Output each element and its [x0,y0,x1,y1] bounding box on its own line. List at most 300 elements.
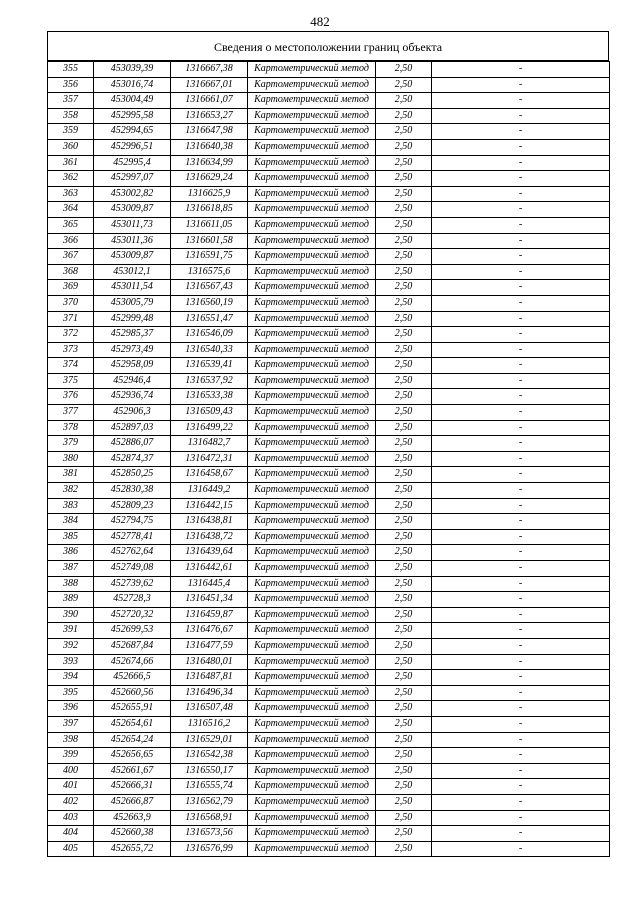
cell-point-number: 357 [48,93,94,109]
cell-y-coordinate: 1316576,99 [171,841,248,857]
cell-y-coordinate: 1316533,38 [171,389,248,405]
table-row [48,62,610,78]
cell-method: Картометрический метод [248,716,376,732]
cell-point-number: 403 [48,810,94,826]
cell-description: - [432,62,610,78]
cell-description: - [432,576,610,592]
cell-accuracy: 2,50 [376,217,432,233]
cell-y-coordinate: 1316555,74 [171,779,248,795]
cell-y-coordinate: 1316449,2 [171,483,248,499]
cell-x-coordinate: 452999,48 [94,311,171,327]
table-row [48,311,610,327]
cell-method: Картометрический метод [248,171,376,187]
cell-accuracy: 2,50 [376,498,432,514]
cell-method: Картометрический метод [248,529,376,545]
cell-point-number: 356 [48,77,94,93]
cell-method: Картометрический метод [248,124,376,140]
cell-description: - [432,217,610,233]
cell-accuracy: 2,50 [376,545,432,561]
cell-x-coordinate: 452946,4 [94,373,171,389]
table-row [48,763,610,779]
table-row [48,373,610,389]
cell-x-coordinate: 452720,32 [94,607,171,623]
cell-point-number: 373 [48,342,94,358]
cell-description: - [432,826,610,842]
cell-point-number: 398 [48,732,94,748]
cell-accuracy: 2,50 [376,763,432,779]
cell-x-coordinate: 453011,36 [94,233,171,249]
cell-point-number: 381 [48,467,94,483]
cell-method: Картометрический метод [248,295,376,311]
cell-accuracy: 2,50 [376,311,432,327]
cell-description: - [432,529,610,545]
cell-point-number: 388 [48,576,94,592]
cell-point-number: 360 [48,139,94,155]
table-row [48,171,610,187]
cell-x-coordinate: 452897,03 [94,420,171,436]
cell-y-coordinate: 1316487,81 [171,670,248,686]
cell-y-coordinate: 1316573,56 [171,826,248,842]
cell-y-coordinate: 1316611,05 [171,217,248,233]
cell-point-number: 359 [48,124,94,140]
cell-x-coordinate: 452995,4 [94,155,171,171]
table-row [48,420,610,436]
table-row [48,139,610,155]
cell-accuracy: 2,50 [376,810,432,826]
cell-x-coordinate: 452663,9 [94,810,171,826]
cell-accuracy: 2,50 [376,280,432,296]
cell-accuracy: 2,50 [376,171,432,187]
cell-method: Картометрический метод [248,186,376,202]
table-row [48,841,610,857]
cell-description: - [432,389,610,405]
cell-method: Картометрический метод [248,327,376,343]
cell-method: Картометрический метод [248,623,376,639]
cell-point-number: 390 [48,607,94,623]
cell-x-coordinate: 453009,87 [94,202,171,218]
cell-point-number: 385 [48,529,94,545]
cell-accuracy: 2,50 [376,93,432,109]
table-row [48,280,610,296]
cell-x-coordinate: 452778,41 [94,529,171,545]
cell-description: - [432,108,610,124]
cell-x-coordinate: 452906,3 [94,405,171,421]
cell-description: - [432,498,610,514]
cell-method: Картометрический метод [248,607,376,623]
cell-y-coordinate: 1316661,07 [171,93,248,109]
cell-method: Картометрический метод [248,826,376,842]
coordinates-table [47,61,610,857]
cell-description: - [432,467,610,483]
cell-y-coordinate: 1316509,43 [171,405,248,421]
cell-method: Картометрический метод [248,389,376,405]
cell-x-coordinate: 452936,74 [94,389,171,405]
cell-y-coordinate: 1316575,6 [171,264,248,280]
cell-point-number: 386 [48,545,94,561]
cell-description: - [432,124,610,140]
cell-description: - [432,685,610,701]
cell-accuracy: 2,50 [376,202,432,218]
cell-method: Картометрический метод [248,467,376,483]
table-row [48,249,610,265]
cell-point-number: 361 [48,155,94,171]
cell-y-coordinate: 1316516,2 [171,716,248,732]
cell-description: - [432,171,610,187]
table-row [48,826,610,842]
cell-point-number: 383 [48,498,94,514]
cell-description: - [432,514,610,530]
cell-y-coordinate: 1316529,01 [171,732,248,748]
cell-x-coordinate: 452687,84 [94,638,171,654]
cell-point-number: 375 [48,373,94,389]
table-row [48,638,610,654]
cell-method: Картометрический метод [248,810,376,826]
table-row [48,732,610,748]
cell-accuracy: 2,50 [376,841,432,857]
cell-y-coordinate: 1316625,9 [171,186,248,202]
cell-point-number: 400 [48,763,94,779]
cell-x-coordinate: 452994,65 [94,124,171,140]
table-row [48,779,610,795]
cell-x-coordinate: 452997,07 [94,171,171,187]
cell-method: Картометрический метод [248,483,376,499]
cell-accuracy: 2,50 [376,264,432,280]
table-row [48,545,610,561]
cell-y-coordinate: 1316499,22 [171,420,248,436]
cell-method: Картометрический метод [248,342,376,358]
cell-method: Картометрический метод [248,561,376,577]
cell-method: Картометрический метод [248,217,376,233]
cell-y-coordinate: 1316634,99 [171,155,248,171]
table-row [48,748,610,764]
table-row [48,670,610,686]
cell-description: - [432,436,610,452]
table-row [48,514,610,530]
cell-point-number: 401 [48,779,94,795]
cell-x-coordinate: 452739,62 [94,576,171,592]
cell-description: - [432,420,610,436]
cell-method: Картометрический метод [248,108,376,124]
cell-description: - [432,748,610,764]
coordinates-sheet [47,31,609,857]
cell-point-number: 399 [48,748,94,764]
cell-x-coordinate: 452699,53 [94,623,171,639]
table-row [48,186,610,202]
table-row [48,202,610,218]
table-row [48,155,610,171]
cell-y-coordinate: 1316551,47 [171,311,248,327]
table-row [48,77,610,93]
cell-method: Картометрический метод [248,249,376,265]
cell-description: - [432,654,610,670]
cell-y-coordinate: 1316542,38 [171,748,248,764]
cell-point-number: 382 [48,483,94,499]
cell-method: Картометрический метод [248,233,376,249]
cell-point-number: 402 [48,794,94,810]
cell-point-number: 384 [48,514,94,530]
cell-x-coordinate: 452655,72 [94,841,171,857]
cell-accuracy: 2,50 [376,295,432,311]
cell-y-coordinate: 1316451,34 [171,592,248,608]
cell-accuracy: 2,50 [376,358,432,374]
cell-method: Картометрический метод [248,685,376,701]
cell-accuracy: 2,50 [376,748,432,764]
cell-accuracy: 2,50 [376,654,432,670]
cell-method: Картометрический метод [248,155,376,171]
table-row [48,217,610,233]
cell-x-coordinate: 453039,39 [94,62,171,78]
cell-method: Картометрический метод [248,794,376,810]
cell-method: Картометрический метод [248,841,376,857]
cell-x-coordinate: 453016,74 [94,77,171,93]
cell-accuracy: 2,50 [376,592,432,608]
cell-point-number: 368 [48,264,94,280]
cell-method: Картометрический метод [248,77,376,93]
cell-y-coordinate: 1316647,98 [171,124,248,140]
cell-x-coordinate: 453012,1 [94,264,171,280]
cell-description: - [432,841,610,857]
cell-description: - [432,561,610,577]
table-row [48,561,610,577]
cell-y-coordinate: 1316653,27 [171,108,248,124]
cell-y-coordinate: 1316537,92 [171,373,248,389]
cell-y-coordinate: 1316591,75 [171,249,248,265]
cell-method: Картометрический метод [248,779,376,795]
cell-y-coordinate: 1316560,19 [171,295,248,311]
cell-x-coordinate: 453011,73 [94,217,171,233]
cell-point-number: 387 [48,561,94,577]
cell-description: - [432,483,610,499]
cell-point-number: 405 [48,841,94,857]
table-row [48,607,610,623]
cell-accuracy: 2,50 [376,514,432,530]
cell-method: Картометрический метод [248,748,376,764]
cell-method: Картометрический метод [248,451,376,467]
cell-point-number: 393 [48,654,94,670]
cell-y-coordinate: 1316472,31 [171,451,248,467]
cell-accuracy: 2,50 [376,685,432,701]
table-title: Сведения о местоположении границ объекта [47,31,609,61]
cell-accuracy: 2,50 [376,607,432,623]
cell-accuracy: 2,50 [376,576,432,592]
cell-point-number: 362 [48,171,94,187]
cell-description: - [432,93,610,109]
cell-x-coordinate: 452794,75 [94,514,171,530]
cell-method: Картометрический метод [248,763,376,779]
cell-y-coordinate: 1316480,01 [171,654,248,670]
cell-x-coordinate: 452973,49 [94,342,171,358]
table-row [48,327,610,343]
cell-accuracy: 2,50 [376,826,432,842]
cell-point-number: 355 [48,62,94,78]
cell-description: - [432,779,610,795]
cell-x-coordinate: 453005,79 [94,295,171,311]
cell-x-coordinate: 452762,64 [94,545,171,561]
table-row [48,264,610,280]
cell-y-coordinate: 1316507,48 [171,701,248,717]
cell-description: - [432,623,610,639]
cell-accuracy: 2,50 [376,373,432,389]
cell-x-coordinate: 452809,23 [94,498,171,514]
cell-x-coordinate: 452656,65 [94,748,171,764]
cell-point-number: 371 [48,311,94,327]
table-row [48,576,610,592]
table-row [48,794,610,810]
cell-point-number: 366 [48,233,94,249]
cell-description: - [432,342,610,358]
cell-y-coordinate: 1316476,67 [171,623,248,639]
cell-method: Картометрический метод [248,514,376,530]
cell-x-coordinate: 452674,66 [94,654,171,670]
cell-x-coordinate: 452958,09 [94,358,171,374]
cell-x-coordinate: 453004,49 [94,93,171,109]
cell-x-coordinate: 453009,87 [94,249,171,265]
cell-accuracy: 2,50 [376,561,432,577]
cell-method: Картометрический метод [248,654,376,670]
cell-description: - [432,592,610,608]
cell-x-coordinate: 452666,5 [94,670,171,686]
table-row [48,124,610,140]
cell-y-coordinate: 1316546,09 [171,327,248,343]
table-row [48,436,610,452]
cell-x-coordinate: 452655,91 [94,701,171,717]
cell-method: Картометрический метод [248,498,376,514]
cell-accuracy: 2,50 [376,155,432,171]
cell-method: Картометрический метод [248,545,376,561]
cell-point-number: 372 [48,327,94,343]
table-row [48,592,610,608]
cell-description: - [432,810,610,826]
cell-y-coordinate: 1316618,85 [171,202,248,218]
cell-point-number: 404 [48,826,94,842]
cell-description: - [432,763,610,779]
table-body [48,62,610,857]
cell-accuracy: 2,50 [376,732,432,748]
cell-point-number: 391 [48,623,94,639]
cell-method: Картометрический метод [248,436,376,452]
cell-point-number: 378 [48,420,94,436]
table-row [48,483,610,499]
cell-point-number: 363 [48,186,94,202]
cell-accuracy: 2,50 [376,186,432,202]
cell-y-coordinate: 1316562,79 [171,794,248,810]
cell-description: - [432,545,610,561]
table-row [48,405,610,421]
cell-accuracy: 2,50 [376,779,432,795]
cell-point-number: 395 [48,685,94,701]
cell-accuracy: 2,50 [376,420,432,436]
cell-y-coordinate: 1316567,43 [171,280,248,296]
cell-accuracy: 2,50 [376,62,432,78]
cell-accuracy: 2,50 [376,483,432,499]
cell-description: - [432,701,610,717]
cell-description: - [432,451,610,467]
cell-point-number: 367 [48,249,94,265]
cell-description: - [432,202,610,218]
cell-description: - [432,77,610,93]
cell-description: - [432,607,610,623]
cell-x-coordinate: 452995,58 [94,108,171,124]
cell-point-number: 370 [48,295,94,311]
table-row [48,701,610,717]
cell-point-number: 374 [48,358,94,374]
cell-accuracy: 2,50 [376,327,432,343]
cell-accuracy: 2,50 [376,623,432,639]
table-row [48,295,610,311]
cell-method: Картометрический метод [248,139,376,155]
cell-method: Картометрический метод [248,732,376,748]
cell-accuracy: 2,50 [376,342,432,358]
cell-method: Картометрический метод [248,701,376,717]
cell-description: - [432,264,610,280]
cell-description: - [432,716,610,732]
cell-y-coordinate: 1316550,17 [171,763,248,779]
table-row [48,233,610,249]
cell-y-coordinate: 1316438,72 [171,529,248,545]
cell-accuracy: 2,50 [376,716,432,732]
cell-accuracy: 2,50 [376,670,432,686]
cell-accuracy: 2,50 [376,249,432,265]
cell-description: - [432,155,610,171]
cell-point-number: 358 [48,108,94,124]
cell-description: - [432,280,610,296]
cell-accuracy: 2,50 [376,124,432,140]
cell-y-coordinate: 1316667,01 [171,77,248,93]
cell-method: Картометрический метод [248,592,376,608]
table-row [48,358,610,374]
cell-method: Картометрический метод [248,311,376,327]
cell-description: - [432,373,610,389]
cell-y-coordinate: 1316540,33 [171,342,248,358]
cell-accuracy: 2,50 [376,405,432,421]
cell-description: - [432,732,610,748]
cell-y-coordinate: 1316438,81 [171,514,248,530]
cell-y-coordinate: 1316482,7 [171,436,248,452]
cell-point-number: 392 [48,638,94,654]
cell-accuracy: 2,50 [376,77,432,93]
cell-x-coordinate: 452886,07 [94,436,171,452]
cell-accuracy: 2,50 [376,139,432,155]
cell-method: Картометрический метод [248,670,376,686]
table-row [48,342,610,358]
cell-accuracy: 2,50 [376,701,432,717]
cell-description: - [432,249,610,265]
cell-y-coordinate: 1316539,41 [171,358,248,374]
cell-y-coordinate: 1316601,58 [171,233,248,249]
cell-point-number: 376 [48,389,94,405]
cell-method: Картометрический метод [248,264,376,280]
cell-x-coordinate: 452666,31 [94,779,171,795]
cell-y-coordinate: 1316442,15 [171,498,248,514]
cell-accuracy: 2,50 [376,108,432,124]
cell-method: Картометрический метод [248,576,376,592]
cell-x-coordinate: 452654,24 [94,732,171,748]
cell-description: - [432,794,610,810]
cell-x-coordinate: 452661,67 [94,763,171,779]
cell-point-number: 394 [48,670,94,686]
cell-accuracy: 2,50 [376,638,432,654]
cell-x-coordinate: 452850,25 [94,467,171,483]
cell-point-number: 379 [48,436,94,452]
cell-point-number: 365 [48,217,94,233]
cell-description: - [432,327,610,343]
cell-x-coordinate: 452749,08 [94,561,171,577]
cell-point-number: 397 [48,716,94,732]
cell-y-coordinate: 1316477,59 [171,638,248,654]
cell-x-coordinate: 452728,3 [94,592,171,608]
cell-method: Картометрический метод [248,93,376,109]
cell-accuracy: 2,50 [376,529,432,545]
